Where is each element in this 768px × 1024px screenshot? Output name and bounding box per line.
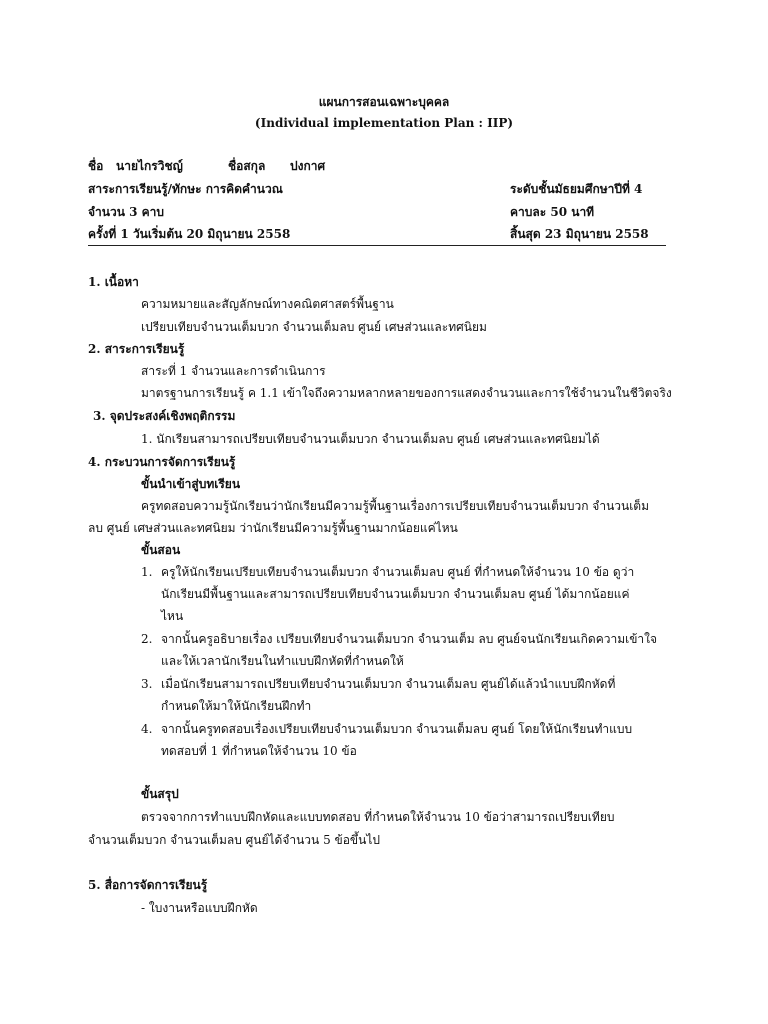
summary-heading: ขั้นสรุป — [141, 787, 179, 801]
step-text: และให้เวลานักเรียนในทำแบบฝึกหัดที่กำหนดให้ — [161, 654, 404, 668]
intro-line: ลบ ศูนย์ เศษส่วนและทศนิยม ว่านักเรียนมีความรู้พื้นฐานมากน้อยแค่ไหน — [88, 521, 458, 535]
standard-line: มาตรฐานการเรียนรู้ ค 1.1 เข้าใจถึงความหลากหลายของการแสดงจำนวนและการใช้จำนวนในชีวิตจริง — [141, 386, 672, 400]
objective-line: 1. นักเรียนสามารถเปรียบเทียบจำนวนเต็มบวก จำนวนเต็มลบ ศูนย์ เศษส่วนและทศนิยมได้ — [141, 432, 600, 446]
subject-skill: สาระการเรียนรู้/ทักษะ การคิดคำนวณ — [88, 182, 283, 196]
header-divider — [88, 245, 666, 246]
content-line: ความหมายและสัญลักษณ์ทางคณิตศาสตร์พื้นฐาน — [141, 297, 394, 311]
intro-line: ครูทดสอบความรู้นักเรียนว่านักเรียนมีความรู้พื้นฐานเรื่องการเปรียบเทียบจำนวนเต็มบวก จำนวนเต็ม — [141, 499, 650, 513]
standard-line: สาระที่ 1 จำนวนและการดำเนินการ — [141, 364, 326, 378]
content-line: เปรียบเทียบจำนวนเต็มบวก จำนวนเต็มลบ ศูนย์ เศษส่วนและทศนิยม — [141, 320, 487, 334]
step-text: ครูให้นักเรียนเปรียบเทียบจำนวนเต็มบวก จำนวนเต็มลบ ศูนย์ ที่กำหนดให้จำนวน 10 ข้อ ดูว่า — [161, 565, 635, 579]
step-text: เมื่อนักเรียนสามารถเปรียบเทียบจำนวนเต็มบวก จำนวนเต็มลบ ศูนย์ได้แล้วนำแบบฝึกหัดที่ — [161, 677, 616, 691]
step-text: จากนั้นครูทดสอบเรื่องเปรียบเทียบจำนวนเต็มบวก จำนวนเต็มลบ ศูนย์ โดยให้นักเรียนทำแบบ — [161, 722, 633, 736]
summary-line: จำนวนเต็มบวก จำนวนเต็มลบ ศูนย์ได้จำนวน 5 ข้อขึ้นไป — [88, 833, 380, 847]
session-start-date: ครั้งที่ 1 วันเริ่มต้น 20 มิถุนายน 2558 — [88, 227, 291, 241]
content-heading: 1. เนื้อหา — [88, 275, 139, 289]
name-label: ชื่อ — [88, 159, 104, 173]
step-text: ทดสอบที่ 1 ที่กำหนดให้จำนวน 10 ข้อ — [161, 744, 357, 758]
step-text: จากนั้นครูอธิบายเรื่อง เปรียบเทียบจำนวนเต็มบวก จำนวนเต็ม ลบ ศูนย์จนนักเรียนเกิดความเข้าใจ — [161, 632, 658, 646]
step-text: ไหน — [161, 609, 184, 623]
intro-heading: ขั้นนำเข้าสู่บทเรียน — [141, 477, 241, 491]
media-heading: 5. สื่อการจัดการเรียนรู้ — [88, 878, 208, 892]
minutes-per-period: คาบละ 50 นาที — [510, 205, 595, 219]
end-date: สิ้นสุด 23 มิถุนายน 2558 — [510, 227, 649, 241]
surname-label: ชื่อสกุล — [228, 159, 266, 173]
step-number: 2. — [141, 632, 153, 646]
surname-value: ปงกาศ — [290, 159, 326, 173]
name-value: นายไกรวิชญ์ — [116, 159, 183, 173]
teaching-heading: ขั้นสอน — [141, 543, 181, 557]
grade-level: ระดับชั้นมัธยมศึกษาปีที่ 4 — [510, 182, 643, 196]
period-count: จำนวน 3 คาบ — [88, 205, 165, 219]
learning-standard-heading: 2. สาระการเรียนรู้ — [88, 342, 185, 356]
process-heading: 4. กระบวนการจัดการเรียนรู้ — [88, 455, 236, 469]
step-number: 4. — [141, 722, 153, 736]
step-number: 3. — [141, 677, 153, 691]
step-number: 1. — [141, 565, 153, 579]
media-item: - ใบงานหรือแบบฝึกหัด — [141, 901, 258, 915]
summary-line: ตรวจจากการทำแบบฝึกหัดและแบบทดสอบ ที่กำหนดให้จำนวน 10 ข้อว่าสามารถเปรียบเทียบ — [141, 810, 615, 824]
title-thai: แผนการสอนเฉพาะบุคคล — [318, 95, 450, 109]
step-text: กำหนดให้มาให้นักเรียนฝึกทำ — [161, 699, 312, 713]
step-text: นักเรียนมีพื้นฐานและสามารถเปรียบเทียบจำนวนเต็มบวก จำนวนเต็มลบ ศูนย์ ได้มากน้อยแค่ — [161, 587, 630, 601]
title-english: (Individual implementation Plan : IIP) — [254, 116, 514, 130]
objective-heading: 3. จุดประสงค์เชิงพฤติกรรม — [93, 409, 236, 423]
